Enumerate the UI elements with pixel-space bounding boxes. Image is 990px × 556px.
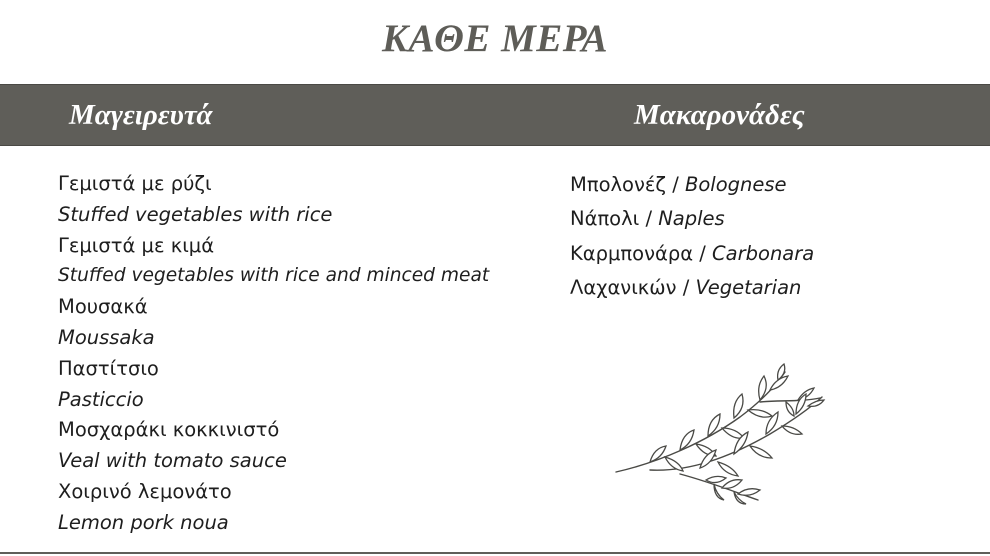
pasta-name-greek: Μπολονέζ <box>570 173 667 196</box>
section-heading-mageireuta: Μαγειρευτά <box>69 99 213 131</box>
dish-name-english: Stuffed vegetables with rice <box>58 202 333 226</box>
dish-name-greek: Μουσακά <box>58 295 148 319</box>
page-title: ΚΑΘΕ ΜΕΡΑ <box>382 17 608 60</box>
dish-name-greek: Γεμιστά με κιμά <box>58 233 215 257</box>
pasta-item <box>570 202 970 236</box>
mageireuta-list <box>58 169 538 539</box>
makaronades-list <box>570 168 970 305</box>
herb-sprig-icon <box>610 362 830 512</box>
name-separator: / <box>693 241 713 265</box>
dish-name-english: Stuffed vegetables with rice and minced meat <box>58 265 490 287</box>
pasta-name-greek: Καρμπονάρα <box>570 241 694 265</box>
dish-name-english: Pasticcio <box>58 387 144 411</box>
pasta-item <box>570 271 970 305</box>
pasta-name-english: Naples <box>658 207 725 231</box>
name-separator: / <box>639 207 659 231</box>
dish-name-greek: Παστίτσιο <box>58 356 159 380</box>
dish-name-english: Veal with tomato sauce <box>58 449 287 473</box>
name-separator: / <box>676 275 696 299</box>
dish-name-greek: Γεμιστά με ρύζι <box>58 172 212 195</box>
section-heading-makaronades: Μακαρονάδες <box>634 99 805 131</box>
pasta-name-english: Vegetarian <box>695 275 802 299</box>
section-header-band <box>0 84 990 146</box>
pasta-name-english: Bolognese <box>684 173 787 196</box>
name-separator: / <box>666 173 685 196</box>
dish-name-english: Lemon pork noua <box>58 510 229 534</box>
dish-name-greek: Χοιρινό λεμονάτο <box>58 479 232 503</box>
pasta-name-greek: Νάπολι <box>570 207 640 231</box>
pasta-name-greek: Λαχανικών <box>570 275 677 299</box>
dish-name-greek: Μοσχαράκι κοκκινιστό <box>58 418 280 442</box>
pasta-name-english: Carbonara <box>712 241 815 265</box>
dish-name-english: Moussaka <box>58 325 155 349</box>
bottom-divider <box>0 552 990 554</box>
pasta-item <box>570 168 970 202</box>
pasta-item <box>570 237 970 271</box>
